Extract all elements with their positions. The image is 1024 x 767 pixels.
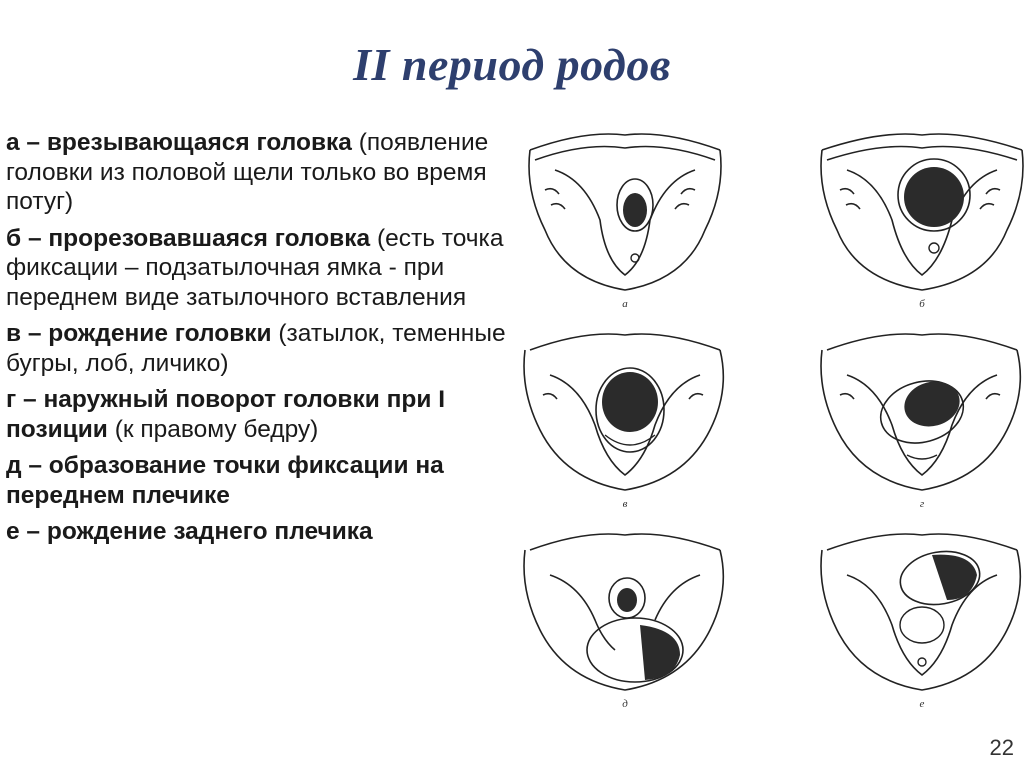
- stage-item-heading: е – рождение заднего плечика: [6, 518, 373, 545]
- illustration-caption: б: [919, 298, 925, 310]
- stage-item-heading: а – врезывающаяся головка: [6, 129, 352, 156]
- perineum-drawing-a: [525, 130, 725, 310]
- stage-item-b: [6, 224, 521, 313]
- stage-item-detail: (к правому бедру): [114, 415, 319, 443]
- stage-item-d: [6, 451, 521, 510]
- stage-descriptions: [6, 128, 521, 554]
- stage-item-heading: в – рождение головки: [6, 320, 272, 347]
- perineum-drawing-v: [525, 330, 725, 510]
- perineum-drawing-e: [822, 530, 1022, 710]
- stage-item-detail: (затылок, теменные бугры, лоб, личико): [6, 320, 506, 377]
- stage-item-a: [6, 128, 521, 217]
- stage-item-e: [6, 517, 521, 547]
- illustration-v: [525, 330, 725, 510]
- illustration-g: [822, 330, 1022, 510]
- perineum-drawing-g: [822, 330, 1022, 510]
- illustration-b: [822, 130, 1022, 310]
- stage-item-detail: (появление головки из половой щели только во время потуг): [6, 129, 489, 215]
- illustration-caption: а: [622, 298, 628, 310]
- stage-item-heading: б – прорезовавшаяся головка: [6, 224, 371, 252]
- page-number: 22: [989, 735, 1014, 760]
- illustration-e: [822, 530, 1022, 710]
- stage-item-heading: д – образование точки фиксации на переднем плечике: [6, 452, 444, 509]
- illustration-caption: д: [622, 698, 628, 710]
- stage-item-g: [6, 385, 521, 444]
- stage-item-detail: (есть точка фиксации – подзатылочная ямка - при переднем виде затылочного вставления: [6, 224, 504, 311]
- illustration-d: [525, 530, 725, 710]
- perineum-drawing-d: [525, 530, 725, 710]
- stage-item-heading: г – наружный поворот головки при I позиции: [6, 386, 446, 443]
- stage-item-v: [6, 319, 521, 378]
- illustration-a: [525, 130, 725, 310]
- perineum-drawing-b: [822, 130, 1022, 310]
- illustration-caption: в: [622, 498, 628, 510]
- illustration-caption: г: [919, 498, 925, 510]
- illustration-caption: е: [919, 698, 925, 710]
- slide-title: II период родов: [353, 39, 671, 90]
